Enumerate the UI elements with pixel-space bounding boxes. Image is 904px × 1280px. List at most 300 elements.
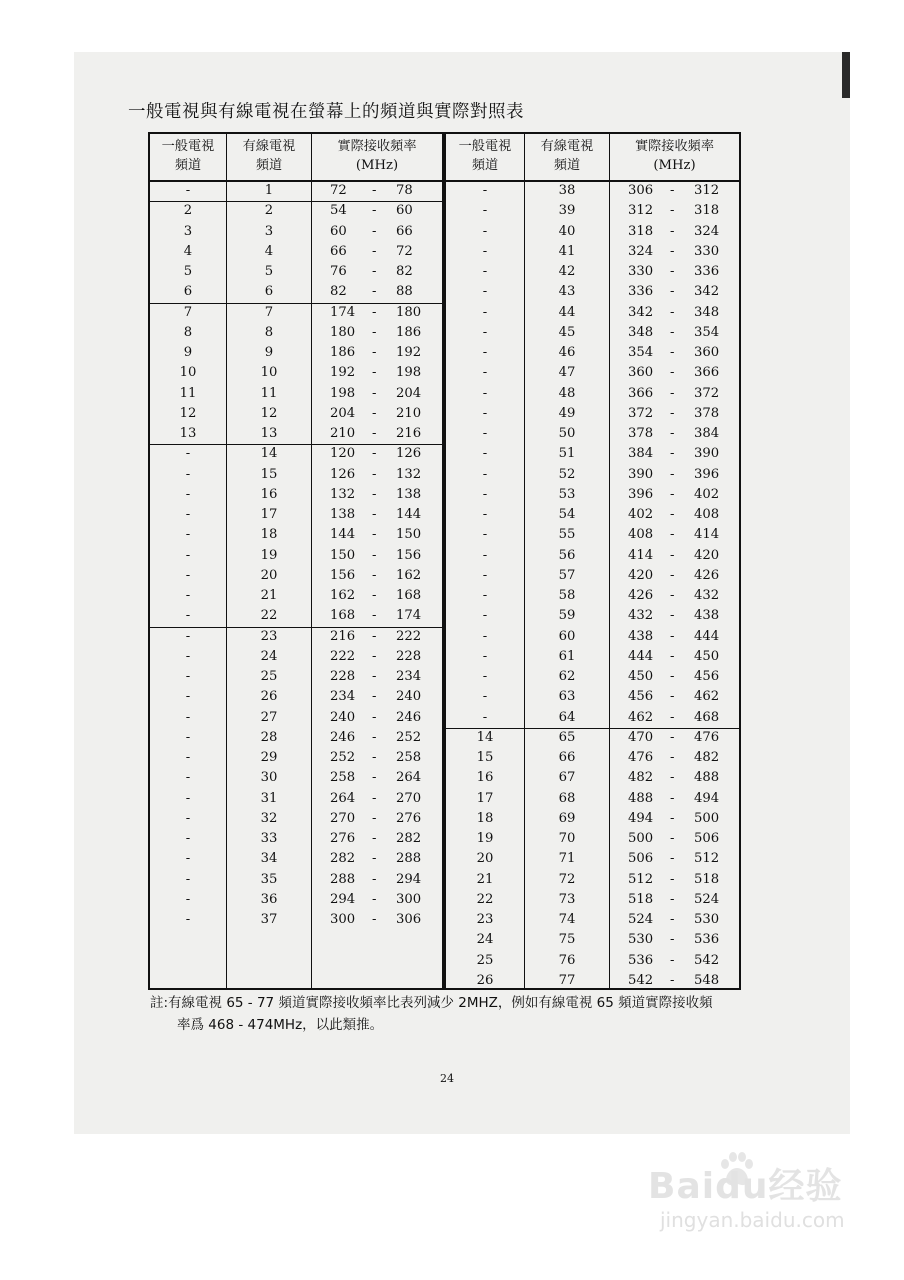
general-channel-cell: - bbox=[482, 264, 488, 279]
freq-low-cell: 542 bbox=[628, 972, 654, 988]
cable-channel-cell: 21 bbox=[260, 588, 278, 603]
cable-channel-cell: 49 bbox=[558, 405, 576, 421]
freq-low-cell: 354 bbox=[628, 345, 654, 360]
freq-low-cell: 318 bbox=[628, 223, 654, 239]
cable-channel-cell: 51 bbox=[558, 446, 576, 462]
freq-low-cell: 192 bbox=[330, 365, 356, 381]
watermark-url: jingyan.baidu.com bbox=[660, 1208, 845, 1232]
freq-high-cell: 156 bbox=[396, 547, 422, 563]
channel-table-right bbox=[444, 132, 741, 990]
header-cable-channel: 有線電視 頻道 bbox=[540, 139, 594, 173]
freq-high-cell: 78 bbox=[396, 183, 413, 198]
general-channel-cell: - bbox=[185, 567, 191, 583]
cable-channel-cell: 39 bbox=[558, 203, 576, 219]
freq-low-cell: 252 bbox=[330, 750, 356, 765]
freq-range-dash: - bbox=[372, 790, 377, 806]
freq-low-cell: 494 bbox=[628, 810, 654, 826]
freq-low-cell: 180 bbox=[330, 324, 356, 340]
freq-low-cell: 396 bbox=[628, 486, 654, 502]
general-channel-cell: 13 bbox=[179, 426, 197, 441]
cable-channel-cell: 63 bbox=[558, 689, 576, 705]
freq-high-cell: 330 bbox=[694, 243, 720, 259]
freq-range-dash: - bbox=[670, 628, 675, 644]
header-general-channel: 一般電視 頻道 bbox=[161, 139, 215, 173]
cable-channel-cell: 19 bbox=[260, 547, 278, 563]
freq-range-dash: - bbox=[670, 405, 675, 421]
freq-range-dash: - bbox=[372, 567, 377, 583]
freq-range-dash: - bbox=[670, 689, 675, 705]
freq-range-dash: - bbox=[372, 851, 377, 867]
freq-low-cell: 330 bbox=[628, 264, 654, 279]
freq-range-dash: - bbox=[372, 365, 377, 381]
freq-high-cell: 390 bbox=[694, 446, 720, 462]
cable-channel-cell: 50 bbox=[558, 426, 576, 441]
cable-channel-cell: 67 bbox=[558, 770, 576, 786]
freq-range-dash: - bbox=[372, 831, 377, 846]
freq-high-cell: 500 bbox=[694, 810, 720, 826]
general-channel-cell: - bbox=[185, 851, 191, 867]
cable-channel-cell: 43 bbox=[558, 284, 576, 300]
freq-low-cell: 500 bbox=[628, 831, 654, 846]
cable-channel-cell: 29 bbox=[260, 750, 278, 765]
freq-range-dash: - bbox=[670, 203, 675, 219]
general-channel-cell: - bbox=[482, 669, 488, 684]
general-channel-cell: - bbox=[185, 750, 191, 765]
general-channel-cell: 20 bbox=[476, 851, 494, 867]
freq-high-cell: 288 bbox=[396, 851, 422, 867]
freq-low-cell: 426 bbox=[628, 588, 654, 603]
column-divider bbox=[311, 134, 312, 988]
cable-channel-cell: 28 bbox=[260, 729, 278, 745]
general-channel-cell: - bbox=[482, 405, 488, 421]
freq-high-cell: 518 bbox=[694, 871, 720, 887]
freq-high-cell: 300 bbox=[396, 891, 422, 907]
cable-channel-cell: 10 bbox=[260, 365, 278, 381]
cable-channel-cell: 22 bbox=[260, 608, 278, 624]
freq-low-cell: 476 bbox=[628, 750, 654, 765]
freq-range-dash: - bbox=[372, 486, 377, 502]
cable-channel-cell: 30 bbox=[260, 770, 278, 786]
freq-high-cell: 246 bbox=[396, 709, 422, 725]
freq-range-dash: - bbox=[372, 385, 377, 401]
freq-range-dash: - bbox=[670, 790, 675, 806]
freq-low-cell: 360 bbox=[628, 365, 654, 381]
general-channel-cell: - bbox=[185, 183, 191, 198]
freq-range-dash: - bbox=[372, 689, 377, 705]
cable-channel-cell: 54 bbox=[558, 507, 576, 522]
cable-channel-cell: 59 bbox=[558, 608, 576, 624]
general-channel-cell: 7 bbox=[183, 304, 193, 320]
cable-channel-cell: 73 bbox=[558, 891, 576, 907]
freq-low-cell: 120 bbox=[330, 446, 356, 462]
freq-high-cell: 414 bbox=[694, 527, 720, 543]
general-channel-cell: 12 bbox=[179, 405, 197, 421]
freq-low-cell: 390 bbox=[628, 466, 654, 482]
general-channel-cell: 10 bbox=[179, 365, 197, 381]
general-channel-cell: - bbox=[482, 709, 488, 725]
freq-range-dash: - bbox=[670, 932, 675, 948]
cable-channel-cell: 7 bbox=[264, 304, 274, 320]
freq-high-cell: 66 bbox=[396, 223, 413, 239]
freq-low-cell: 336 bbox=[628, 284, 654, 300]
general-channel-cell: 26 bbox=[476, 972, 494, 988]
group-divider bbox=[150, 627, 442, 628]
freq-high-cell: 456 bbox=[694, 669, 720, 684]
cable-channel-cell: 15 bbox=[260, 466, 278, 482]
freq-low-cell: 414 bbox=[628, 547, 654, 563]
freq-high-cell: 444 bbox=[694, 628, 720, 644]
freq-high-cell: 228 bbox=[396, 648, 422, 664]
freq-range-dash: - bbox=[670, 972, 675, 988]
freq-high-cell: 222 bbox=[396, 628, 422, 644]
freq-range-dash: - bbox=[670, 385, 675, 401]
general-channel-cell: 8 bbox=[183, 324, 193, 340]
general-channel-cell: - bbox=[185, 527, 191, 543]
freq-low-cell: 300 bbox=[330, 912, 356, 927]
freq-low-cell: 530 bbox=[628, 932, 654, 948]
freq-low-cell: 82 bbox=[330, 284, 347, 300]
cable-channel-cell: 14 bbox=[260, 446, 278, 462]
freq-range-dash: - bbox=[372, 891, 377, 907]
general-channel-cell: - bbox=[482, 486, 488, 502]
freq-range-dash: - bbox=[670, 567, 675, 583]
freq-range-dash: - bbox=[670, 304, 675, 320]
general-channel-cell: - bbox=[482, 547, 488, 563]
freq-range-dash: - bbox=[670, 223, 675, 239]
cable-channel-cell: 6 bbox=[264, 284, 274, 300]
freq-range-dash: - bbox=[372, 709, 377, 725]
freq-high-cell: 294 bbox=[396, 871, 422, 887]
freq-low-cell: 470 bbox=[628, 729, 654, 745]
freq-high-cell: 324 bbox=[694, 223, 720, 239]
cable-channel-cell: 27 bbox=[260, 709, 278, 725]
general-channel-cell: 5 bbox=[183, 264, 193, 279]
freq-high-cell: 174 bbox=[396, 608, 422, 624]
freq-high-cell: 132 bbox=[396, 466, 422, 482]
freq-high-cell: 252 bbox=[396, 729, 422, 745]
freq-high-cell: 348 bbox=[694, 304, 720, 320]
cable-channel-cell: 42 bbox=[558, 264, 576, 279]
freq-range-dash: - bbox=[670, 345, 675, 360]
freq-high-cell: 240 bbox=[396, 689, 422, 705]
freq-high-cell: 432 bbox=[694, 588, 720, 603]
general-channel-cell: - bbox=[482, 304, 488, 320]
cable-channel-cell: 9 bbox=[264, 345, 274, 360]
freq-high-cell: 282 bbox=[396, 831, 422, 846]
general-channel-cell: 23 bbox=[476, 912, 494, 927]
cable-channel-cell: 26 bbox=[260, 689, 278, 705]
freq-high-cell: 542 bbox=[694, 952, 720, 968]
freq-range-dash: - bbox=[372, 729, 377, 745]
general-channel-cell: - bbox=[482, 466, 488, 482]
freq-high-cell: 426 bbox=[694, 567, 720, 583]
freq-range-dash: - bbox=[372, 750, 377, 765]
table-header bbox=[150, 134, 442, 182]
freq-high-cell: 384 bbox=[694, 426, 720, 441]
cable-channel-cell: 47 bbox=[558, 365, 576, 381]
freq-low-cell: 204 bbox=[330, 405, 356, 421]
freq-range-dash: - bbox=[372, 810, 377, 826]
freq-low-cell: 156 bbox=[330, 567, 356, 583]
freq-range-dash: - bbox=[372, 405, 377, 421]
freq-low-cell: 294 bbox=[330, 891, 356, 907]
general-channel-cell: - bbox=[185, 547, 191, 563]
freq-range-dash: - bbox=[670, 851, 675, 867]
freq-low-cell: 258 bbox=[330, 770, 356, 786]
freq-high-cell: 462 bbox=[694, 689, 720, 705]
freq-high-cell: 408 bbox=[694, 507, 720, 522]
freq-range-dash: - bbox=[372, 588, 377, 603]
freq-low-cell: 378 bbox=[628, 426, 654, 441]
freq-high-cell: 82 bbox=[396, 264, 413, 279]
freq-range-dash: - bbox=[670, 648, 675, 664]
freq-range-dash: - bbox=[670, 284, 675, 300]
freq-range-dash: - bbox=[372, 466, 377, 482]
freq-range-dash: - bbox=[670, 446, 675, 462]
freq-range-dash: - bbox=[372, 243, 377, 259]
channel-table-left bbox=[148, 132, 444, 990]
general-channel-cell: 11 bbox=[179, 385, 197, 401]
general-channel-cell: - bbox=[185, 466, 191, 482]
cable-channel-cell: 4 bbox=[264, 243, 274, 259]
cable-channel-cell: 32 bbox=[260, 810, 278, 826]
freq-high-cell: 360 bbox=[694, 345, 720, 360]
cable-channel-cell: 76 bbox=[558, 952, 576, 968]
header-frequency: 實際接收頻率 (MHz) bbox=[337, 139, 417, 173]
freq-low-cell: 324 bbox=[628, 243, 654, 259]
general-channel-cell: 15 bbox=[476, 750, 494, 765]
cable-channel-cell: 41 bbox=[558, 243, 576, 259]
freq-low-cell: 276 bbox=[330, 831, 356, 846]
freq-high-cell: 138 bbox=[396, 486, 422, 502]
freq-low-cell: 450 bbox=[628, 669, 654, 684]
freq-range-dash: - bbox=[372, 426, 377, 441]
general-channel-cell: - bbox=[482, 446, 488, 462]
general-channel-cell: 14 bbox=[476, 729, 494, 745]
footnote-line-1: 註:有線電視 65 - 77 頻道實際接收頻率比表列減少 2MHZ，例如有線電視 65 頻道實際接收頻 bbox=[150, 995, 713, 1011]
cable-channel-cell: 69 bbox=[558, 810, 576, 826]
freq-low-cell: 138 bbox=[330, 507, 356, 522]
freq-high-cell: 270 bbox=[396, 790, 422, 806]
general-channel-cell: 24 bbox=[476, 932, 494, 948]
column-divider bbox=[609, 134, 610, 988]
freq-range-dash: - bbox=[372, 507, 377, 522]
cable-channel-cell: 17 bbox=[260, 507, 278, 522]
general-channel-cell: - bbox=[482, 243, 488, 259]
freq-low-cell: 506 bbox=[628, 851, 654, 867]
freq-low-cell: 444 bbox=[628, 648, 654, 664]
freq-high-cell: 204 bbox=[396, 385, 422, 401]
freq-low-cell: 150 bbox=[330, 547, 356, 563]
general-channel-cell: - bbox=[185, 790, 191, 806]
freq-low-cell: 420 bbox=[628, 567, 654, 583]
freq-high-cell: 450 bbox=[694, 648, 720, 664]
cable-channel-cell: 58 bbox=[558, 588, 576, 603]
cable-channel-cell: 2 bbox=[264, 203, 274, 219]
cable-channel-cell: 71 bbox=[558, 851, 576, 867]
freq-range-dash: - bbox=[670, 324, 675, 340]
freq-low-cell: 432 bbox=[628, 608, 654, 624]
general-channel-cell: - bbox=[482, 628, 488, 644]
cable-channel-cell: 31 bbox=[260, 790, 278, 806]
freq-range-dash: - bbox=[372, 304, 377, 320]
freq-low-cell: 270 bbox=[330, 810, 356, 826]
freq-high-cell: 276 bbox=[396, 810, 422, 826]
general-channel-cell: - bbox=[185, 446, 191, 462]
freq-range-dash: - bbox=[372, 324, 377, 340]
freq-high-cell: 216 bbox=[396, 426, 422, 441]
freq-range-dash: - bbox=[372, 203, 377, 219]
watermark-brand: Baidu经验 bbox=[648, 1166, 843, 1207]
freq-range-dash: - bbox=[670, 486, 675, 502]
general-channel-cell: - bbox=[482, 223, 488, 239]
freq-high-cell: 396 bbox=[694, 466, 720, 482]
freq-range-dash: - bbox=[372, 628, 377, 644]
cable-channel-cell: 5 bbox=[264, 264, 274, 279]
freq-high-cell: 506 bbox=[694, 831, 720, 846]
freq-range-dash: - bbox=[670, 831, 675, 846]
cable-channel-cell: 13 bbox=[260, 426, 278, 441]
freq-low-cell: 438 bbox=[628, 628, 654, 644]
cable-channel-cell: 62 bbox=[558, 669, 576, 684]
freq-range-dash: - bbox=[372, 446, 377, 462]
freq-range-dash: - bbox=[372, 345, 377, 360]
freq-low-cell: 282 bbox=[330, 851, 356, 867]
freq-range-dash: - bbox=[372, 871, 377, 887]
freq-high-cell: 318 bbox=[694, 203, 720, 219]
cable-channel-cell: 77 bbox=[558, 972, 576, 988]
freq-high-cell: 420 bbox=[694, 547, 720, 563]
freq-high-cell: 536 bbox=[694, 932, 720, 948]
cable-channel-cell: 40 bbox=[558, 223, 576, 239]
cable-channel-cell: 18 bbox=[260, 527, 278, 543]
general-channel-cell: - bbox=[185, 588, 191, 603]
freq-high-cell: 264 bbox=[396, 770, 422, 786]
freq-high-cell: 342 bbox=[694, 284, 720, 300]
cable-channel-cell: 70 bbox=[558, 831, 576, 846]
general-channel-cell: - bbox=[185, 628, 191, 644]
freq-range-dash: - bbox=[670, 365, 675, 381]
freq-high-cell: 168 bbox=[396, 588, 422, 603]
general-channel-cell: - bbox=[482, 385, 488, 401]
general-channel-cell: 22 bbox=[476, 891, 494, 907]
freq-range-dash: - bbox=[670, 669, 675, 684]
cable-channel-cell: 72 bbox=[558, 871, 576, 887]
general-channel-cell: - bbox=[482, 284, 488, 300]
header-frequency: 實際接收頻率 (MHz) bbox=[634, 139, 715, 173]
general-channel-cell: 16 bbox=[476, 770, 494, 786]
scan-edge bbox=[842, 52, 850, 98]
cable-channel-cell: 60 bbox=[558, 628, 576, 644]
freq-low-cell: 408 bbox=[628, 527, 654, 543]
cable-channel-cell: 25 bbox=[260, 669, 278, 684]
general-channel-cell: - bbox=[185, 871, 191, 887]
general-channel-cell: - bbox=[185, 709, 191, 725]
freq-low-cell: 186 bbox=[330, 345, 356, 360]
cable-channel-cell: 66 bbox=[558, 750, 576, 765]
freq-high-cell: 482 bbox=[694, 750, 720, 765]
freq-range-dash: - bbox=[372, 608, 377, 624]
general-channel-cell: - bbox=[482, 608, 488, 624]
cable-channel-cell: 34 bbox=[260, 851, 278, 867]
cable-channel-cell: 35 bbox=[260, 871, 278, 887]
freq-range-dash: - bbox=[670, 810, 675, 826]
general-channel-cell: - bbox=[482, 426, 488, 441]
general-channel-cell: - bbox=[185, 608, 191, 624]
cable-channel-cell: 74 bbox=[558, 912, 576, 927]
freq-low-cell: 76 bbox=[330, 264, 347, 279]
freq-high-cell: 234 bbox=[396, 669, 422, 684]
general-channel-cell: 21 bbox=[476, 871, 494, 887]
freq-range-dash: - bbox=[372, 223, 377, 239]
general-channel-cell: 6 bbox=[183, 284, 193, 300]
table-header bbox=[446, 134, 739, 182]
cable-channel-cell: 48 bbox=[558, 385, 576, 401]
cable-channel-cell: 38 bbox=[558, 183, 576, 198]
freq-low-cell: 524 bbox=[628, 912, 654, 927]
freq-high-cell: 144 bbox=[396, 507, 422, 522]
general-channel-cell: - bbox=[482, 203, 488, 219]
freq-high-cell: 186 bbox=[396, 324, 422, 340]
general-channel-cell: - bbox=[482, 183, 488, 198]
freq-high-cell: 150 bbox=[396, 527, 422, 543]
freq-high-cell: 258 bbox=[396, 750, 422, 765]
freq-low-cell: 462 bbox=[628, 709, 654, 725]
cable-channel-cell: 56 bbox=[558, 547, 576, 563]
freq-range-dash: - bbox=[670, 729, 675, 745]
freq-low-cell: 312 bbox=[628, 203, 654, 219]
freq-high-cell: 494 bbox=[694, 790, 720, 806]
freq-high-cell: 402 bbox=[694, 486, 720, 502]
freq-low-cell: 222 bbox=[330, 648, 356, 664]
freq-high-cell: 548 bbox=[694, 972, 720, 988]
general-channel-cell: - bbox=[185, 648, 191, 664]
header-general-channel: 一般電視 頻道 bbox=[458, 139, 512, 173]
cable-channel-cell: 3 bbox=[264, 223, 274, 239]
freq-range-dash: - bbox=[670, 547, 675, 563]
freq-low-cell: 66 bbox=[330, 243, 347, 259]
freq-low-cell: 366 bbox=[628, 385, 654, 401]
freq-low-cell: 234 bbox=[330, 689, 356, 705]
freq-low-cell: 342 bbox=[628, 304, 654, 320]
general-channel-cell: - bbox=[482, 648, 488, 664]
cable-channel-cell: 57 bbox=[558, 567, 576, 583]
freq-range-dash: - bbox=[372, 912, 377, 927]
freq-low-cell: 536 bbox=[628, 952, 654, 968]
freq-range-dash: - bbox=[670, 750, 675, 765]
cable-channel-cell: 44 bbox=[558, 304, 576, 320]
freq-high-cell: 512 bbox=[694, 851, 720, 867]
cable-channel-cell: 24 bbox=[260, 648, 278, 664]
freq-range-dash: - bbox=[372, 648, 377, 664]
general-channel-cell: - bbox=[482, 345, 488, 360]
freq-low-cell: 402 bbox=[628, 507, 654, 522]
general-channel-cell: 19 bbox=[476, 831, 494, 846]
freq-low-cell: 518 bbox=[628, 891, 654, 907]
general-channel-cell: 3 bbox=[183, 223, 193, 239]
general-channel-cell: - bbox=[185, 770, 191, 786]
freq-high-cell: 366 bbox=[694, 365, 720, 381]
cable-channel-cell: 61 bbox=[558, 648, 576, 664]
freq-range-dash: - bbox=[670, 608, 675, 624]
general-channel-cell: - bbox=[482, 567, 488, 583]
freq-low-cell: 348 bbox=[628, 324, 654, 340]
freq-low-cell: 482 bbox=[628, 770, 654, 786]
footnote-line-2: 率爲 468 - 474MHz，以此類推。 bbox=[177, 1017, 384, 1033]
freq-range-dash: - bbox=[670, 183, 675, 198]
cable-channel-cell: 55 bbox=[558, 527, 576, 543]
freq-high-cell: 192 bbox=[396, 345, 422, 360]
